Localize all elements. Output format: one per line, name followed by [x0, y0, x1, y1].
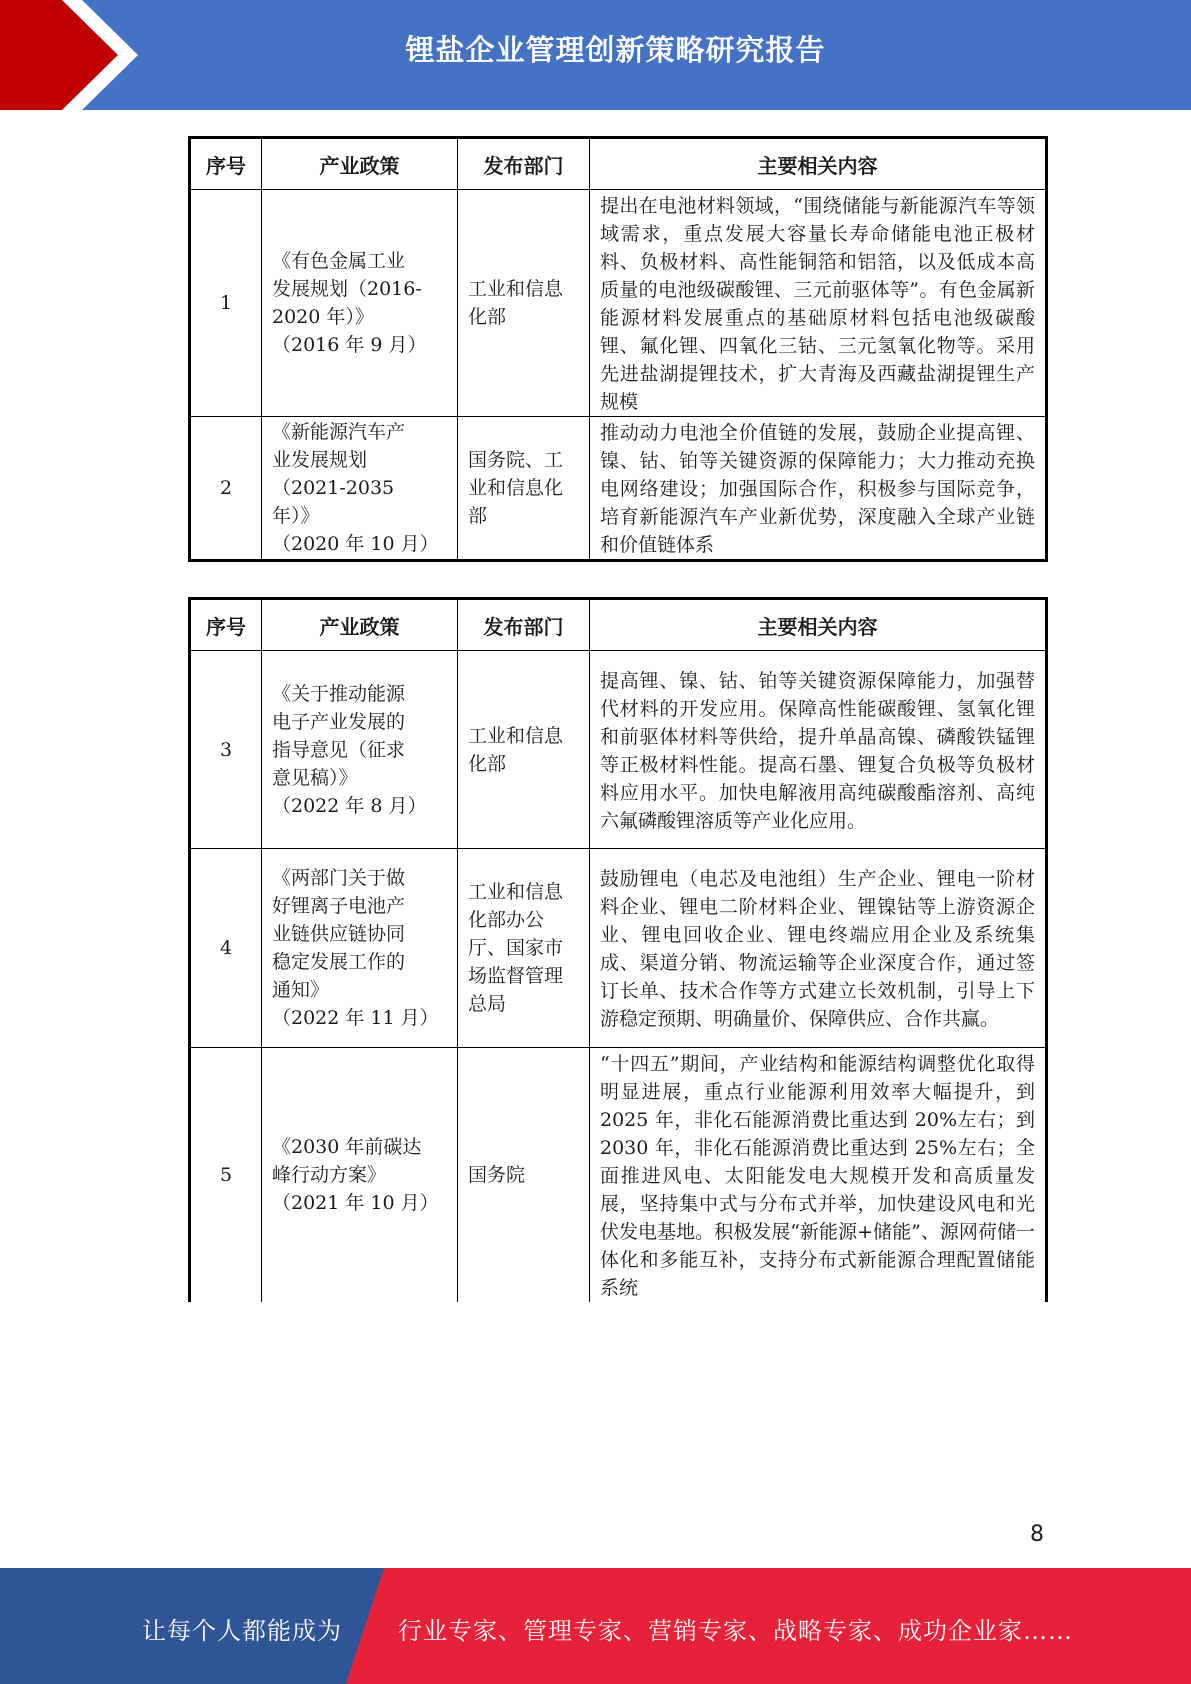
issuing-department: 工业和信息化部 [458, 190, 590, 417]
policy-table-1 [188, 136, 1048, 562]
issuing-department: 国务院 [458, 1048, 590, 1303]
header-policy: 产业政策 [262, 599, 458, 651]
page-footer [0, 1568, 1191, 1684]
policy-content: 提出在电池材料领域，“围绕储能与新能源汽车等领域需求，重点发展大容量长寿命储能电池正极材料、负极材料、高性能铜箔和铝箔，以及低成本高质量的电池级碳酸锂、三元前驱体等”。有色金属新能源材料发展重点的基础原材料包括电池级碳酸锂、氟化锂、四氧化三钴、三元氢氧化物等。采用先进盐湖提锂技术，扩大青海及西藏盐湖提锂生产规模 [590, 190, 1047, 417]
header-no: 序号 [190, 138, 262, 190]
header-content: 主要相关内容 [590, 599, 1047, 651]
header-dept: 发布部门 [458, 138, 590, 190]
table-header-row [190, 138, 1047, 190]
policy-content: 鼓励锂电（电芯及电池组）生产企业、锂电一阶材料企业、锂电二阶材料企业、锂镍钴等上游资源企业、锂电回收企业、锂电终端应用企业及系统集成、渠道分销、物流运输等企业深度合作，通过签订长单、技术合作等方式建立长效机制，引导上下游稳定预期、明确量价、保障供应、合作共赢。 [590, 849, 1047, 1048]
footer-slogan-right: 行业专家、管理专家、营销专家、战略专家、成功企业家…… [398, 1617, 1073, 1645]
row-number: 1 [190, 190, 262, 417]
row-number: 2 [190, 417, 262, 561]
page-header [0, 0, 1191, 110]
header-policy: 产业政策 [262, 138, 458, 190]
policy-name: 《新能源汽车产 业发展规划 （2021-2035 年）》 （2020 年 10 月） [262, 417, 458, 561]
policy-table-2 [188, 597, 1048, 1302]
policy-content: 推动动力电池全价值链的发展，鼓励企业提高锂、镍、钴、铂等关键资源的保障能力；大力推动充换电网络建设；加强国际合作，积极参与国际竞争，培育新能源汽车产业新优势，深度融入全球产业链和价值链体系 [590, 417, 1047, 561]
table-row [190, 849, 1047, 1048]
report-title: 锂盐企业管理创新策略研究报告 [405, 33, 826, 67]
issuing-department: 工业和信息化部办公厅、国家市场监督管理总局 [458, 849, 590, 1048]
table-row [190, 1048, 1047, 1303]
footer-slogan-left: 让每个人都能成为 [142, 1617, 342, 1645]
header-dept: 发布部门 [458, 599, 590, 651]
table-row [190, 190, 1047, 417]
row-number: 3 [190, 651, 262, 849]
row-number: 4 [190, 849, 262, 1048]
policy-content: 提高锂、镍、钴、铂等关键资源保障能力，加强替代材料的开发应用。保障高性能碳酸锂、氢氧化锂和前驱体材料等供给，提升单晶高镍、磷酸铁锰锂等正极材料性能。提高石墨、锂复合负极等负极材料应用水平。加快电解液用高纯碳酸酯溶剂、高纯六氟磷酸锂溶质等产业化应用。 [590, 651, 1047, 849]
policy-name: 《2030 年前碳达 峰行动方案》 （2021 年 10 月） [262, 1048, 458, 1303]
policy-name: 《有色金属工业 发展规划（2016- 2020 年）》 （2016 年 9 月） [262, 190, 458, 417]
issuing-department: 工业和信息化部 [458, 651, 590, 849]
header-content: 主要相关内容 [590, 138, 1047, 190]
table-header-row [190, 599, 1047, 651]
header-no: 序号 [190, 599, 262, 651]
row-number: 5 [190, 1048, 262, 1303]
issuing-department: 国务院、工业和信息化部 [458, 417, 590, 561]
policy-name: 《关于推动能源 电子产业发展的 指导意见（征求 意见稿）》 （2022 年 8 月） [262, 651, 458, 849]
policy-name: 《两部门关于做 好锂离子电池产 业链供应链协同 稳定发展工作的 通知》 （2022 年 11 月） [262, 849, 458, 1048]
table-row [190, 417, 1047, 561]
table-row [190, 651, 1047, 849]
policy-content: “十四五”期间，产业结构和能源结构调整优化取得明显进展，重点行业能源利用效率大幅提升，到 2025 年，非化石能源消费比重达到 20%左右；到 2030 年，非化石能源消费比重达到 25%左右；全面推进风电、太阳能发电大规模开发和高质量发展，坚持集中式与分布式并举，加快建设风电和光伏发电基地。积极发展“新能源+储能”、源网荷储一体化和多能互补，支持分布式新能源合理配置储能系统 [590, 1048, 1047, 1303]
page-number: 8 [1030, 1522, 1044, 1547]
